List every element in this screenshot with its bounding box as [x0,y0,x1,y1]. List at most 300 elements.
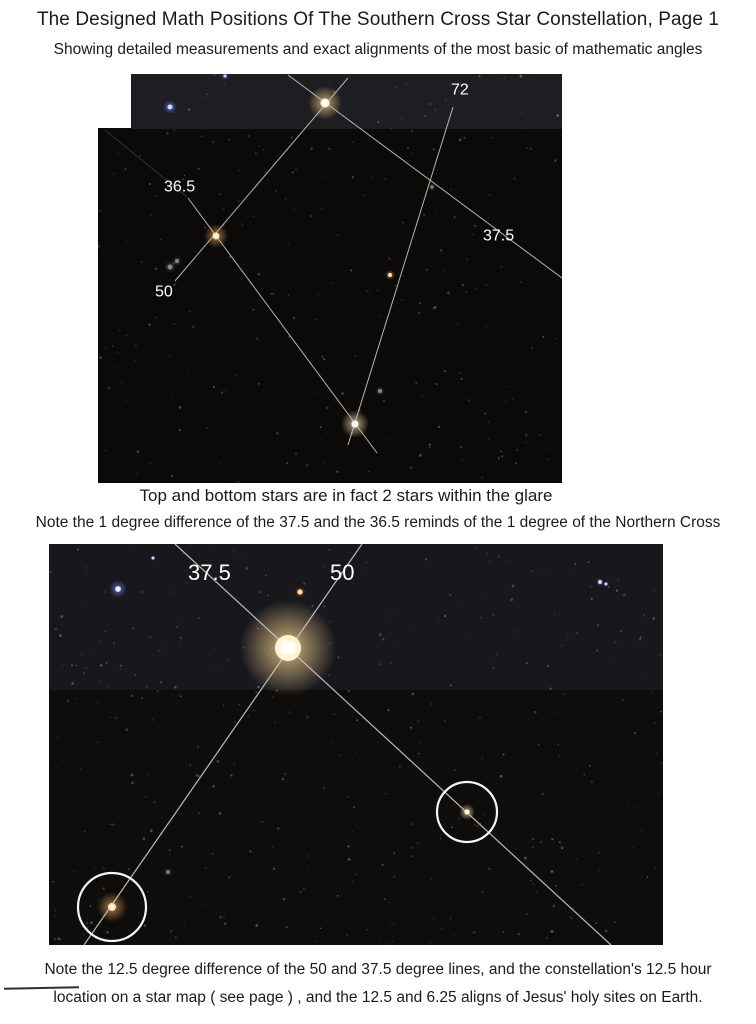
background-star-dot [498,457,500,459]
background-star-dot [108,773,110,775]
background-star-dot [355,752,357,754]
background-star-dot [148,324,150,326]
background-star-dot [660,711,662,713]
background-star-dot [503,77,505,79]
background-star-dot [321,356,323,358]
background-star-dot [146,686,148,688]
background-star-dot [213,182,215,184]
background-star-dot [554,613,556,615]
background-star-dot [437,357,438,358]
background-star-dot [530,148,532,150]
background-star-dot [84,831,85,832]
background-star-dot [141,445,142,446]
background-star-dot [288,295,289,296]
background-star-dot [130,695,133,698]
background-star-dot [395,285,396,286]
background-star-dot [149,183,151,185]
background-star-dot [447,292,450,295]
background-star-dot [421,932,422,933]
background-star-dot [184,925,185,926]
background-star-dot [179,645,180,646]
background-star-dot [227,841,228,842]
background-star-dot [222,898,224,900]
star-core [598,580,602,584]
background-star-dot [449,917,452,920]
background-star-dot [393,876,395,878]
background-star-dot [105,662,107,664]
background-star-dot [196,774,199,777]
background-star-dot [105,346,108,349]
background-star-dot [659,653,662,656]
background-star-dot [406,83,407,84]
background-star-dot [649,824,650,825]
background-star-dot [126,728,129,731]
background-star-dot [429,103,432,106]
background-star-dot [628,597,629,598]
background-star-dot [84,571,86,573]
background-star-dot [462,459,464,461]
background-star-dot [431,878,433,880]
background-star-dot [264,171,266,173]
sky-region [131,74,562,129]
background-star-dot [104,755,105,756]
background-star-dot [525,411,528,414]
background-star-dot [94,868,96,870]
background-star-dot [183,409,185,411]
background-star-dot [306,716,309,719]
background-star-dot [100,664,103,667]
background-star-dot [321,208,323,210]
background-star-dot [384,898,386,900]
background-star-dot [378,336,379,337]
background-star-dot [154,212,156,214]
background-star-dot [628,804,630,806]
background-star-dot [90,921,93,924]
background-star-dot [315,941,316,942]
background-star-dot [180,617,181,618]
background-star-dot [55,628,58,631]
background-star-dot [488,661,490,663]
background-star-dot [127,203,129,205]
background-star-dot [342,392,344,394]
background-star-dot [96,701,98,703]
background-star-dot [641,830,643,832]
background-star-dot [180,695,182,697]
background-star-dot [107,687,108,688]
background-star-dot [202,904,203,905]
background-star-dot [320,927,322,929]
background-star-dot [204,97,206,99]
background-star-dot [555,343,556,344]
background-star-dot [524,857,527,860]
background-star-dot [339,213,340,214]
background-star-dot [388,257,391,260]
background-star-dot [175,936,177,938]
background-star-dot [468,399,471,402]
background-star-dot [254,125,255,126]
background-star-dot [286,926,288,928]
background-star-dot [317,294,319,296]
background-star-dot [458,818,461,821]
background-star-dot [489,194,491,196]
background-star-dot [141,591,143,593]
background-star-dot [475,546,478,549]
background-star-dot [563,693,565,695]
background-star-dot [488,868,491,871]
background-star-dot [461,604,462,605]
background-star-dot [85,566,88,569]
background-star-dot [49,571,51,573]
background-star-dot [454,935,455,936]
background-star-dot [454,216,456,218]
background-star-dot [353,141,355,143]
background-star-dot [463,136,466,139]
background-star-dot [575,771,577,773]
background-star-dot [341,195,343,197]
background-star-dot [460,446,462,448]
background-star-dot [288,711,290,713]
background-star-dot [128,868,130,870]
background-star-dot [99,357,102,360]
background-star-dot [590,586,592,588]
background-star-dot [353,806,355,808]
background-star-dot [410,466,413,469]
background-star-dot [257,923,258,924]
background-star-dot [198,168,200,170]
background-star-dot [252,309,254,311]
background-star-dot [212,141,214,143]
background-star-dot [311,147,313,149]
background-star-dot [148,198,149,199]
background-star-dot [276,432,279,435]
star-core-center [281,641,295,655]
background-star-dot [71,664,73,666]
background-star-dot [379,940,380,941]
background-star-dot [157,690,158,691]
background-star-dot [482,891,484,893]
background-star-dot [80,768,81,769]
background-star-dot [223,83,225,85]
background-star-dot [303,888,305,890]
background-star-dot [201,135,203,137]
star-core [430,185,433,188]
background-star-dot [513,917,514,918]
background-star-dot [233,764,235,766]
background-star-dot [561,645,563,647]
background-star-dot [402,222,404,224]
background-star-dot [206,94,207,95]
background-star-dot [589,765,591,767]
background-star-dot [509,386,510,387]
background-star-dot [542,204,543,205]
background-star-dot [323,462,325,464]
background-star-dot [390,924,391,925]
background-star-dot [380,895,381,896]
background-star-dot [265,574,267,576]
background-star-dot [359,820,360,821]
background-star-dot [355,873,357,875]
background-star-dot [258,468,260,470]
star-core [224,75,227,78]
background-star-dot [179,636,182,639]
background-star-dot [116,460,117,461]
background-star-dot [596,650,598,652]
background-star-dot [109,548,110,549]
background-star-dot [419,304,420,305]
background-star-dot [415,382,416,383]
background-star-dot [407,147,409,149]
background-star-dot [387,709,389,711]
background-star-dot [220,463,221,464]
background-star-dot [160,238,162,240]
background-star-dot [518,933,520,935]
background-star-dot [443,269,445,271]
background-star-dot [533,883,534,884]
background-star-dot [633,847,635,849]
background-star-dot [57,737,58,738]
background-star-dot [267,595,268,596]
page-subtitle: Showing detailed measurements and exact alignments of the most basic of mathematic angles [53,41,703,58]
background-star-dot [310,215,312,217]
background-star-dot [141,697,143,699]
background-star-dot [263,150,264,151]
background-star-dot [443,370,446,373]
background-star-dot [170,591,172,593]
background-star-dot [126,241,128,243]
background-star-dot [418,720,420,722]
background-star-dot [60,615,63,618]
background-star-dot [368,470,370,472]
background-star-dot [410,344,411,345]
background-star-dot [105,631,106,632]
background-star-dot [576,858,578,860]
background-star-dot [350,269,352,271]
background-star-dot [85,667,87,669]
background-star-dot [637,923,638,924]
background-star-dot [339,755,340,756]
background-star-dot [558,755,560,757]
background-star-dot [137,943,138,944]
background-star-dot [83,672,85,674]
background-star-dot [503,931,505,933]
background-star-dot [390,662,392,664]
background-star-dot [500,450,502,452]
background-star-dot [393,923,395,925]
background-star-dot [197,746,199,748]
background-star-dot [323,606,325,608]
background-star-dot [502,753,504,755]
background-star-dot [112,823,115,826]
background-star-dot [561,847,564,850]
background-star-dot [258,273,261,276]
background-star-dot [103,867,105,869]
background-star-dot [647,876,649,878]
background-star-dot [430,703,433,706]
background-star-dot [126,334,128,336]
background-star-dot [616,590,618,592]
background-star-dot [459,372,461,374]
background-star-dot [188,108,190,110]
background-star-dot [484,412,486,414]
background-star-dot [370,806,371,807]
background-star-dot [594,881,595,882]
background-star-dot [587,561,589,563]
background-star-dot [417,842,418,843]
background-star-dot [615,922,616,923]
background-star-dot [320,426,322,428]
background-star-dot [336,916,338,918]
background-star-dot [55,690,57,692]
background-star-dot [171,396,172,397]
background-star-dot [273,868,275,870]
background-star-dot [101,253,102,254]
background-star-dot [363,194,366,197]
background-star-dot [501,455,503,457]
background-star-dot [531,347,533,349]
background-star-dot [181,846,183,848]
background-star-dot [548,459,549,460]
background-star-dot [237,835,238,836]
background-star-dot [145,744,146,745]
background-star-dot [272,293,274,295]
background-star-dot [371,176,373,178]
background-star-dot [513,177,516,180]
background-star-dot [138,913,139,914]
background-star-dot [391,128,392,129]
background-star-dot [59,938,62,941]
background-star-dot [210,165,212,167]
fig2-canvas [49,544,663,945]
background-star-dot [643,614,645,616]
background-star-dot [488,439,489,440]
background-star-dot [283,898,286,901]
background-star-dot [596,922,598,924]
background-star-dot [336,471,338,473]
background-star-dot [137,477,138,478]
background-star-dot [118,329,121,332]
background-star-dot [323,786,326,789]
background-star-dot [352,881,353,882]
background-star-dot [379,664,381,666]
background-star-dot [410,726,412,728]
background-star-dot [474,931,476,933]
background-star-dot [108,387,111,390]
background-star-dot [411,130,414,133]
background-star-dot [511,783,512,784]
background-star-dot [516,449,518,451]
background-star-dot [489,561,491,563]
background-star-dot [535,146,536,147]
background-star-dot [608,586,610,588]
background-star-dot [113,173,115,175]
background-star-dot [498,556,500,558]
background-star-dot [161,850,162,851]
background-star-dot [581,884,583,886]
background-star-dot [388,901,389,902]
background-star-dot [390,385,391,386]
background-star-dot [352,831,353,832]
background-star-dot [617,578,619,580]
background-star-dot [462,284,465,287]
background-star-dot [509,136,510,137]
background-star-dot [321,442,322,443]
background-star-dot [401,118,403,120]
background-star-dot [411,152,413,154]
background-star-dot [99,210,101,212]
angle-label-72: 72 [451,81,469,99]
background-star-dot [282,179,284,181]
background-star-dot [240,664,241,665]
background-star-dot [252,215,254,217]
background-star-dot [438,426,440,428]
background-star-dot [185,754,186,755]
background-star-dot [542,336,544,338]
background-star-dot [120,668,122,670]
star-core [605,583,608,586]
background-star-dot [469,921,470,922]
background-star-dot [160,681,162,683]
background-star-dot [425,558,427,560]
background-star-dot [431,126,432,127]
background-star-dot [534,711,537,714]
background-star-dot [74,871,75,872]
background-star-dot [121,382,122,383]
background-star-dot [159,650,161,652]
background-star-dot [532,846,533,847]
background-star-dot [354,785,356,787]
background-star-dot [155,267,158,270]
background-star-dot [422,259,423,260]
background-star-dot [131,774,134,777]
background-star-dot [131,567,132,568]
background-star-dot [292,171,294,173]
background-star-dot [295,168,298,171]
background-star-dot [178,176,179,177]
background-star-dot [243,264,244,265]
background-star-dot [245,567,248,570]
background-star-dot [76,698,77,699]
angle-label-36.5: 36.5 [164,178,196,196]
background-star-dot [651,691,653,693]
background-star-dot [442,252,443,253]
background-star-dot [205,867,207,869]
background-star-dot [239,170,240,171]
background-star-dot [480,617,482,619]
background-star-dot [291,137,293,139]
background-star-dot [620,630,622,632]
star-core-center [116,587,119,590]
background-star-dot [347,796,349,798]
background-star-dot [147,891,149,893]
background-star-dot [450,684,452,686]
background-star-dot [488,217,490,219]
background-star-dot [326,406,329,409]
background-star-dot [591,598,593,600]
background-star-dot [225,390,226,391]
background-star-dot [356,456,357,457]
background-star-dot [591,781,593,783]
background-star-dot [435,210,437,212]
background-star-dot [346,934,348,936]
background-star-dot [474,225,476,227]
background-star-dot [392,941,393,942]
background-star-dot [247,715,248,716]
background-star-dot [393,852,395,854]
background-star-dot [500,775,503,778]
background-star-dot [256,338,258,340]
background-star-dot [329,621,331,623]
background-star-dot [199,732,200,733]
